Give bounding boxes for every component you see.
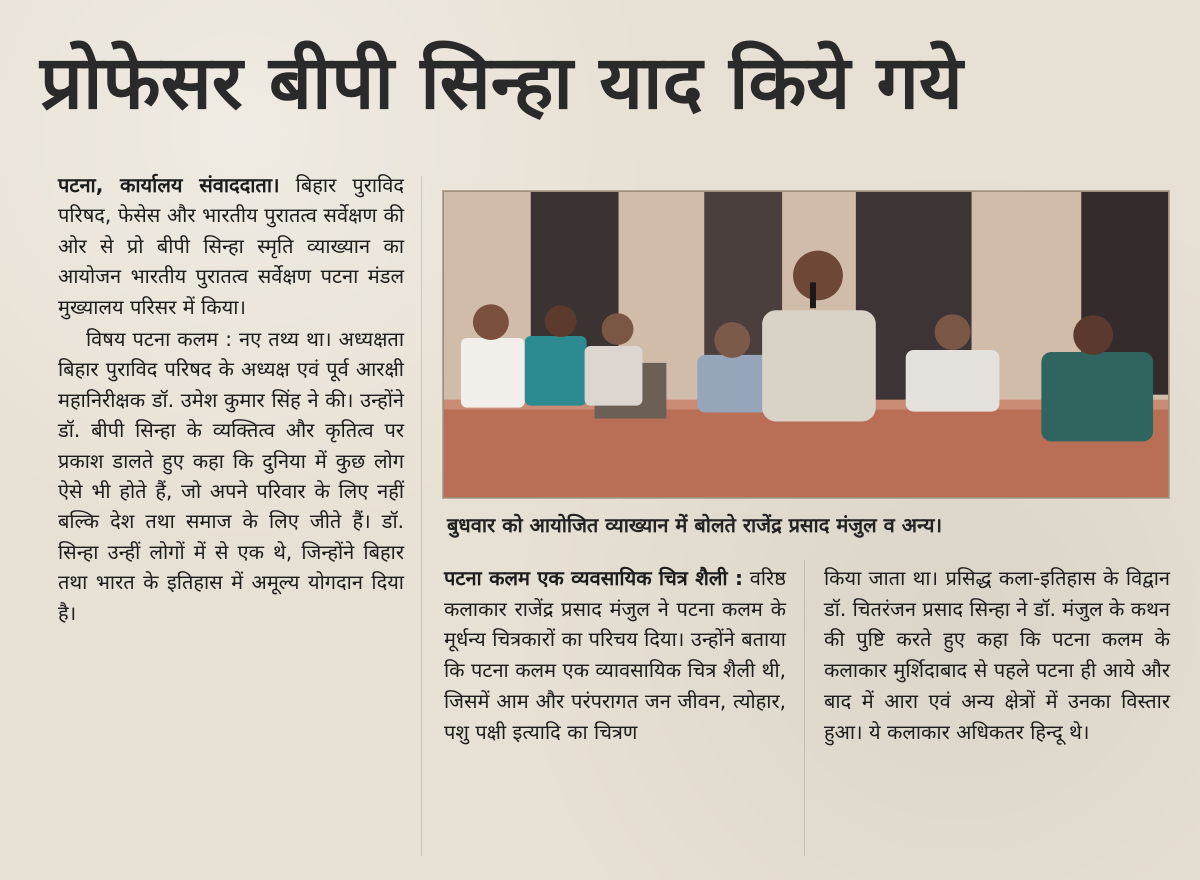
meeting-photo-illustration [443, 191, 1169, 498]
column-2-text: वरिष्ठ कलाकार राजेंद्र प्रसाद मंजुल ने पटना कलम के मूर्धन्य चित्रकारों का परिचय दिया। उन्होंने बताया कि पटना कलम एक व्यावसायिक चित्र शैली थी, जिसमें आम और परंपरागत जन जीवन, त्योहार, पशु पक्षी इत्यादि का चित्रण [444, 566, 786, 744]
headline: प्रोफेसर बीपी सिन्हा याद किये गये [40, 40, 963, 126]
photo-caption: बुधवार को आयोजित व्याख्यान में बोलते राजेंद्र प्रसाद मंजुल व अन्य। [447, 513, 943, 537]
article-column-2 [444, 563, 786, 863]
dateline: पटना, कार्यालय संवाददाता। [58, 173, 280, 197]
article-column-1 [58, 170, 404, 860]
article-column-3 [824, 563, 1170, 863]
news-photo [442, 190, 1170, 499]
column-divider-middle [804, 560, 805, 856]
lead-paragraph [58, 170, 404, 322]
column-2-paragraph [444, 563, 786, 747]
column-divider-left [421, 176, 422, 856]
column-3-paragraph: किया जाता था। प्रसिद्ध कला-इतिहास के विद्वान डॉ. चितरंजन प्रसाद सिन्हा ने डॉ. मंजुल के कथन की पुष्टि करते हुए कहा कि पटना कलम के कलाकार मुर्शिदाबाद से पहले पटना ही आये और बाद में आरा एवं अन्य क्षेत्रों में उनका विस्तार हुआ। ये कलाकार अधिकतर हिन्दू थे। [824, 566, 1170, 744]
lead-text: बिहार पुराविद परिषद, फेसेस और भारतीय पुरातत्व सर्वेक्षण की ओर से प्रो बीपी सिन्हा स्मृति व्याख्यान का आयोजन भारतीय पुरातत्व सर्वेक्षण पटना मंडल मुख्यालय परिसर में किया। [58, 173, 404, 319]
subheading: पटना कलम एक व्यवसायिक चित्र शैली : [444, 566, 743, 590]
body-paragraph-2: विषय पटना कलम : नए तथ्य था। अध्यक्षता बिहार पुराविद परिषद के अध्यक्ष एवं पूर्व आरक्षी महानिरीक्षक डॉ. उमेश कुमार सिंह ने की। उन्होंने डॉ. बीपी सिन्हा के व्यक्तित्व और कृतित्व पर प्रकाश डालते हुए कहा कि दुनिया में कुछ लोग ऐसे भी होते हैं, जो अपने परिवार के लिए नहीं बल्कि देश तथा समाज के लिए जीते हैं। डॉ. सिन्हा उन्हीं लोगों में से एक थे, जिन्होंने बिहार तथा भारत के इतिहास में अमूल्य योगदान दिया है। [58, 327, 404, 625]
